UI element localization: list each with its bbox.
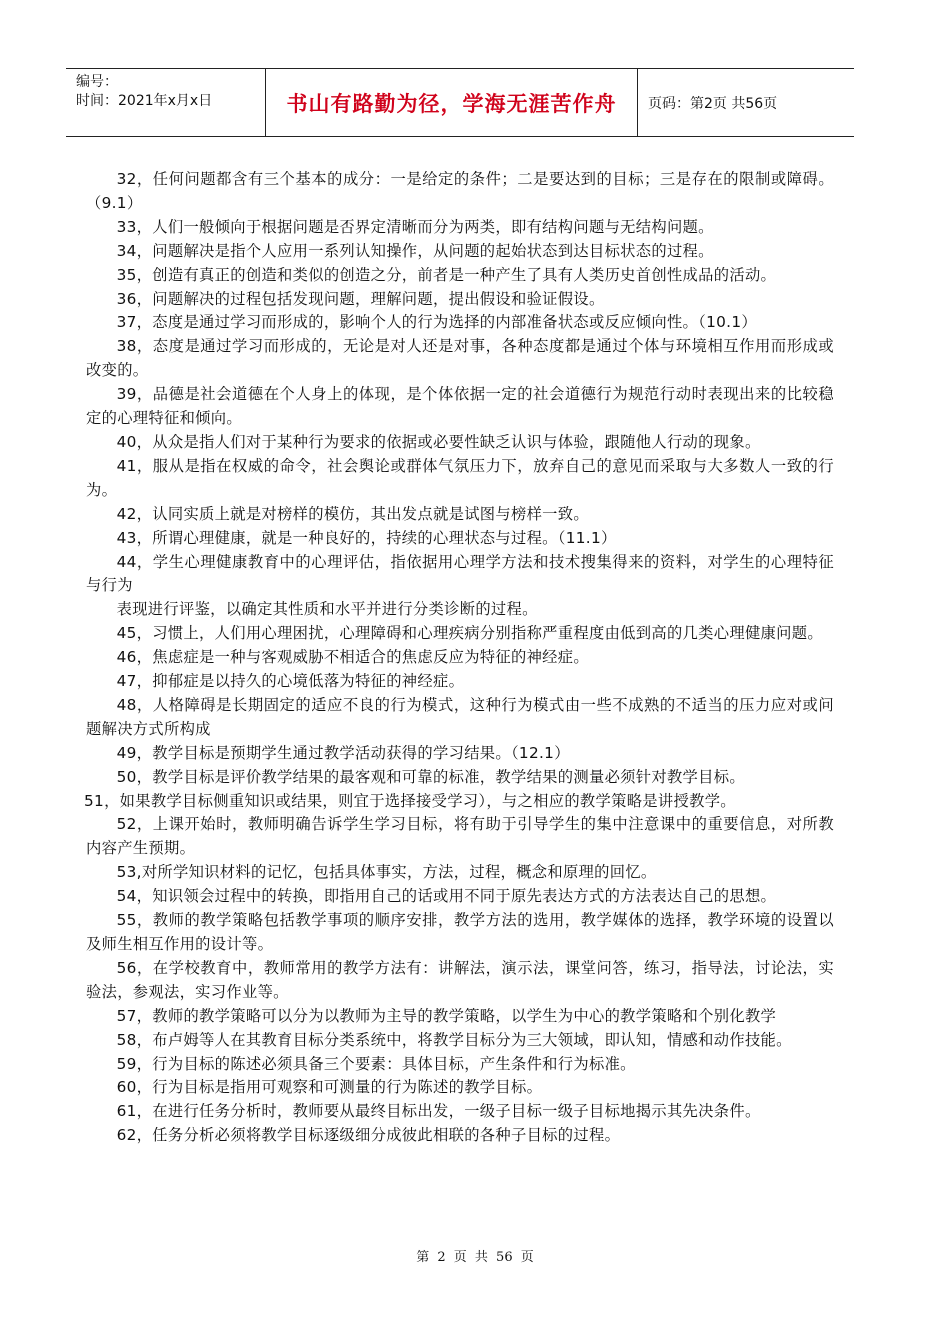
paragraph: 46，焦虑症是一种与客观威胁不相适合的焦虑反应为特征的神经症。: [116, 648, 589, 667]
paragraph: 35，创造有真正的创造和类似的创造之分，前者是一种产生了具有人类历史首创性成品的活动。: [116, 265, 777, 284]
time-label: 时间：2021年x月x日: [76, 93, 213, 109]
paragraph: 61，在进行任务分析时，教师要从最终目标出发，一级子目标一级子目标地揭示其先决条件。: [116, 1102, 761, 1121]
header-page-code: 页码：第2页 共56页: [648, 95, 778, 112]
paragraph: 55，教师的教学策略包括教学事项的顺序安排，教学方法的选用，教学媒体的选择，教学环境的设置以及师生相互作用的设计等。: [86, 911, 834, 953]
page-header: [66, 68, 854, 137]
paragraph: 54，知识领会过程中的转换，即指用自己的话或用不同于原先表达方式的方法表达自己的思想。: [116, 887, 777, 906]
document-body: [86, 168, 834, 1148]
paragraph: 36，问题解决的过程包括发现问题，理解问题，提出假设和验证假设。: [116, 289, 605, 308]
paragraph: 56，在学校教育中，教师常用的教学方法有：讲解法，演示法，课堂问答，练习，指导法，讨论法，实验法，参观法，实习作业等。: [86, 958, 834, 1001]
page-footer: 第 2 页 共 56 页: [416, 1250, 534, 1265]
paragraph: 38，态度是通过学习而形成的，无论是对人还是对事，各种态度都是通过个体与环境相互作用而形成或改变的。: [86, 337, 834, 380]
paragraph: 43，所谓心理健康，就是一种良好的，持续的心理状态与过程。（11.1）: [116, 528, 617, 547]
paragraph: 表现进行评鉴，以确定其性质和水平并进行分类诊断的过程。: [116, 600, 538, 619]
paragraph: 57，教师的教学策略可以分为以教师为主导的教学策略，以学生为中心的教学策略和个别化教学: [116, 1006, 777, 1025]
paragraph: 62，任务分析必须将教学目标逐级细分成彼此相联的各种子目标的过程。: [116, 1126, 621, 1145]
paragraph: 42，认同实质上就是对榜样的模仿，其出发点就是试图与榜样一致。: [116, 504, 589, 523]
paragraph: 58，布卢姆等人在其教育目标分类系统中，将教学目标分为三大领域，即认知，情感和动作技能。: [116, 1030, 792, 1049]
paragraph: 49，教学目标是预期学生通过教学活动获得的学习结果。（12.1）: [116, 743, 570, 762]
header-meta: [66, 69, 266, 136]
paragraph: 37，态度是通过学习而形成的，影响个人的行为选择的内部准备状态或反应倾向性。（10.1）: [116, 313, 757, 332]
paragraph: 59，行为目标的陈述必须具备三个要素：具体目标，产生条件和行为标准。: [116, 1054, 636, 1073]
paragraph: 40，从众是指人们对于某种行为要求的依据或必要性缺乏认识与体验，跟随他人行动的现象。: [116, 432, 761, 451]
number-label: 编号：: [76, 74, 118, 90]
paragraph: 39，品德是社会道德在个人身上的体现，是个体依据一定的社会道德行为规范行动时表现出来的比较稳定的心理特征和倾向。: [86, 385, 834, 428]
paragraph: 50，教学目标是评价教学结果的最客观和可靠的标准，教学结果的测量必须针对教学目标。: [116, 767, 745, 786]
paragraph: 51，如果教学目标侧重知识或结果，则宜于选择接受学习），与之相应的教学策略是讲授教学。: [84, 791, 736, 810]
header-motto: 书山有路勤为径，学海无涯苦作舟: [266, 69, 638, 136]
paragraph: 33，人们一般倾向于根据问题是否界定清晰而分为两类，即有结构问题与无结构问题。: [116, 217, 714, 236]
paragraph: 41，服从是指在权威的命令，社会舆论或群体气氛压力下，放弃自己的意见而采取与大多数人一致的行为。: [86, 456, 834, 499]
paragraph: 45，习惯上，人们用心理困扰，心理障碍和心理疾病分别指称严重程度由低到高的几类心理健康问题。: [116, 624, 823, 643]
paragraph: 44，学生心理健康教育中的心理评估，指依据用心理学方法和技术搜集得来的资料，对学生的心理特征与行为: [86, 552, 834, 595]
paragraph: 32，任何问题都含有三个基本的成分：一是给定的条件；二是要达到的目标；三是存在的限制或障碍。（9.1）: [86, 170, 834, 212]
paragraph: 34，问题解决是指个人应用一系列认知操作，从问题的起始状态到达目标状态的过程。: [116, 241, 714, 260]
paragraph: 60，行为目标是指用可观察和可测量的行为陈述的教学目标。: [116, 1078, 543, 1097]
paragraph: 52，上课开始时，教师明确告诉学生学习目标，将有助于引导学生的集中注意课中的重要信息，对所教内容产生预期。: [86, 815, 834, 858]
paragraph: 53,对所学知识材料的记忆，包括具体事实，方法，过程，概念和原理的回忆。: [116, 863, 657, 882]
paragraph: 47，抑郁症是以持久的心境低落为特征的神经症。: [116, 672, 465, 691]
paragraph: 48，人格障碍是长期固定的适应不良的行为模式，这种行为模式由一些不成熟的不适当的压力应对或问题解决方式所构成: [86, 695, 834, 738]
